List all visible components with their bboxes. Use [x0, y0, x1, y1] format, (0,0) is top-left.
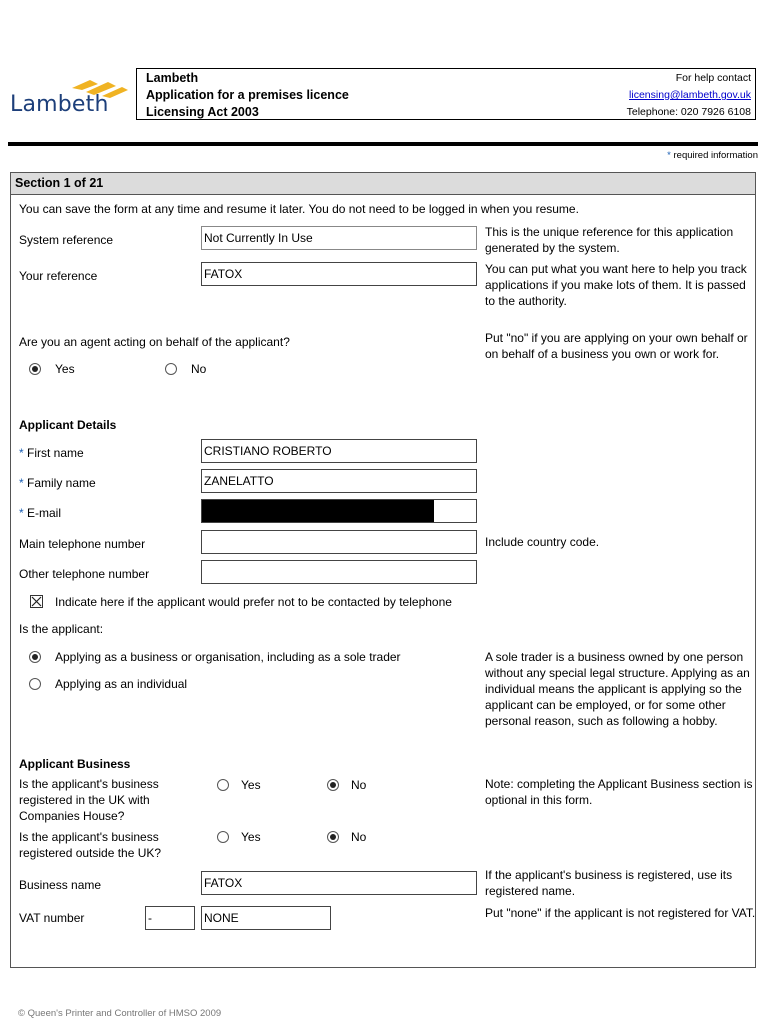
vat-number-label: VAT number	[19, 911, 85, 925]
agent-no-radio[interactable]	[165, 363, 177, 375]
vat-number-input[interactable]: NONE	[201, 906, 331, 930]
section-intro: You can save the form at any time and resume it later. You do not need to be logged in when you resume.	[19, 202, 579, 216]
section-1	[10, 172, 756, 968]
other-phone-label: Other telephone number	[19, 567, 150, 581]
business-name-note: If the applicant's business is registered, use its registered name.	[485, 868, 733, 898]
agent-yes-radio[interactable]	[29, 363, 41, 375]
no-phone-contact-label: Indicate here if the applicant would prefer not to be contacted by telephone	[55, 595, 452, 609]
applicant-business-note: Note: completing the Applicant Business section is optional in this form.	[485, 777, 753, 807]
no-phone-contact-checkbox[interactable]	[30, 595, 43, 608]
applicant-type-question: Is the applicant:	[19, 622, 104, 636]
footer-copyright: © Queen's Printer and Controller of HMSO 2009	[18, 1008, 222, 1019]
your-reference-note: You can put what you want here to help you track applications if you make lots of them. It is passed to the authority.	[485, 262, 747, 308]
agent-no-label: No	[191, 362, 207, 376]
outside-uk-question: Is the applicant's business registered outside the UK?	[19, 830, 162, 860]
checkbox-cross-icon	[31, 596, 42, 607]
main-phone-note: Include country code.	[485, 535, 600, 549]
header-rule	[8, 142, 758, 146]
help-phone: Telephone: 020 7926 6108	[626, 106, 751, 118]
email-input[interactable]	[201, 499, 477, 523]
family-name-input[interactable]: ZANELATTO	[201, 469, 477, 493]
agent-yes-label: Yes	[55, 362, 75, 376]
form-title: Application for a premises licence	[146, 88, 349, 102]
other-phone-input[interactable]	[201, 560, 477, 584]
applicant-type-note: A sole trader is a business owned by one person without any special legal structure. Applying as an individual means the applicant is applying so the applicant can be employed, or for some other personal reason, such as following a hobby.	[485, 650, 750, 728]
applicant-business-radio[interactable]	[29, 651, 41, 663]
email-label: * E-mail	[19, 506, 62, 520]
outside-uk-no-radio[interactable]	[327, 831, 339, 843]
system-reference-note: This is the unique reference for this application generated by the system.	[485, 225, 734, 255]
your-reference-label: Your reference	[19, 269, 98, 283]
agent-question: Are you an agent acting on behalf of the applicant?	[19, 335, 290, 349]
applicant-details-heading: Applicant Details	[19, 418, 117, 432]
help-label: For help contact	[675, 72, 751, 84]
required-info-note: * required information	[667, 150, 758, 161]
system-reference-field[interactable]: Not Currently In Use	[201, 226, 477, 250]
help-email-link[interactable]: licensing@lambeth.gov.uk	[629, 89, 751, 101]
uk-registered-no-radio[interactable]	[327, 779, 339, 791]
business-name-label: Business name	[19, 878, 102, 892]
outside-uk-no-label: No	[351, 830, 367, 844]
applicant-business-heading: Applicant Business	[19, 757, 131, 771]
business-name-input[interactable]: FATOX	[201, 871, 477, 895]
applicant-individual-label: Applying as an individual	[55, 677, 188, 691]
uk-registered-yes-label: Yes	[241, 778, 261, 792]
main-phone-input[interactable]	[201, 530, 477, 554]
logo-text: Lambeth	[10, 92, 109, 117]
outside-uk-yes-radio[interactable]	[217, 831, 229, 843]
system-reference-label: System reference	[19, 233, 114, 247]
vat-prefix-input[interactable]: -	[145, 906, 195, 930]
org-name: Lambeth	[146, 71, 199, 85]
uk-registered-yes-radio[interactable]	[217, 779, 229, 791]
first-name-label: * First name	[19, 446, 84, 460]
outside-uk-yes-label: Yes	[241, 830, 261, 844]
act-name: Licensing Act 2003	[146, 105, 259, 119]
header-box	[136, 68, 756, 120]
applicant-individual-radio[interactable]	[29, 678, 41, 690]
first-name-input[interactable]: CRISTIANO ROBERTO	[201, 439, 477, 463]
your-reference-input[interactable]: FATOX	[201, 262, 477, 286]
redaction-block	[202, 500, 434, 522]
vat-note: Put "none" if the applicant is not registered for VAT.	[485, 906, 756, 920]
family-name-label: * Family name	[19, 476, 96, 490]
uk-registered-question: Is the applicant's business registered in the UK with Companies House?	[19, 777, 159, 823]
agent-note: Put "no" if you are applying on your own behalf or on behalf of a business you own or work for.	[485, 331, 748, 361]
section-title: Section 1 of 21	[11, 173, 755, 195]
applicant-business-label: Applying as a business or organisation, including as a sole trader	[55, 650, 401, 664]
uk-registered-no-label: No	[351, 778, 367, 792]
main-phone-label: Main telephone number	[19, 537, 146, 551]
